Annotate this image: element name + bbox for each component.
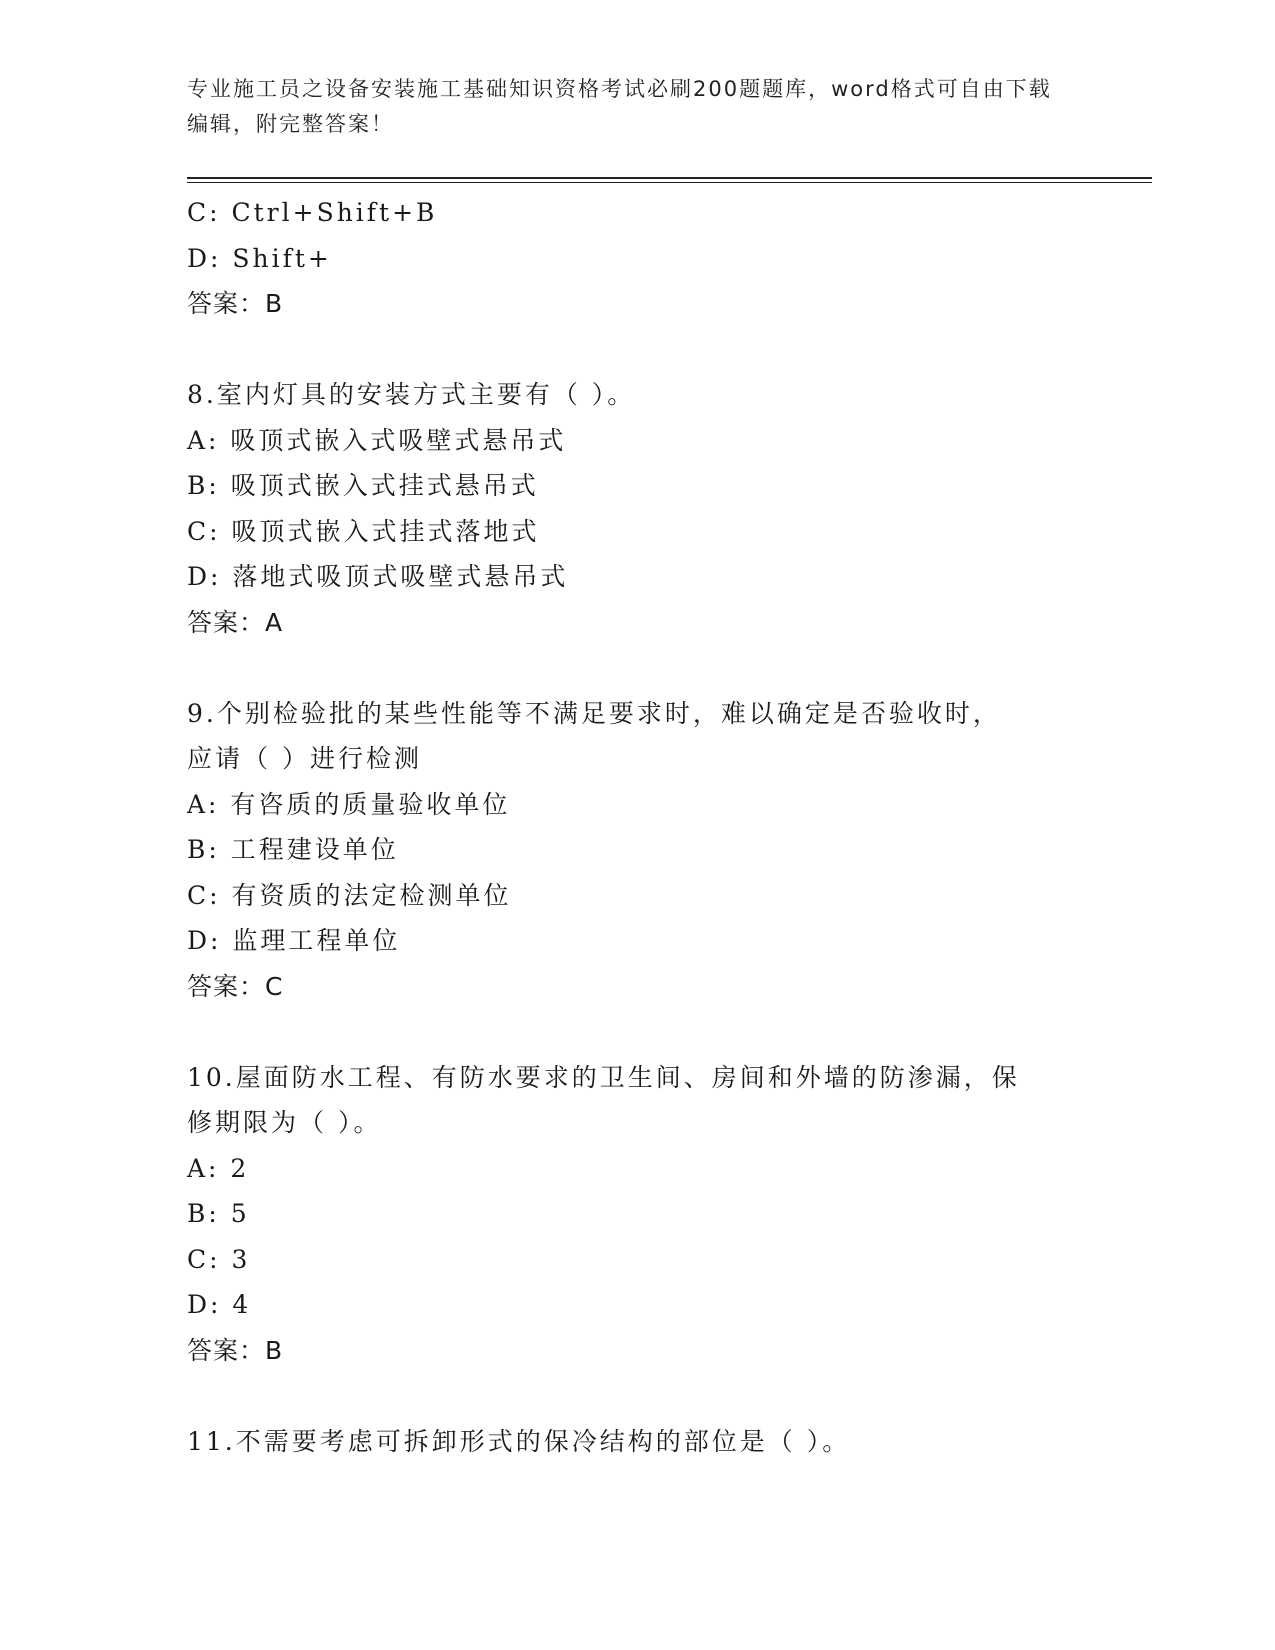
question-text: 9.个别检验批的某些性能等不满足要求时，难以确定是否验收时，应请（ ）进行检测: [187, 698, 1001, 773]
question-9: [187, 691, 1087, 1010]
answer-line: 答案：A: [187, 607, 284, 637]
spacer: [187, 645, 1087, 691]
question-partial: [187, 190, 1087, 327]
option-c: C: 3: [187, 1244, 251, 1274]
document-body: [187, 190, 1087, 1464]
document-header: 专业施工员之设备安装施工基础知识资格考试必刷200题题库，word格式可自由下载编辑，附完整答案！: [187, 77, 1052, 136]
question-11: [187, 1419, 1087, 1465]
option-a: A: 有咨质的质量验收单位: [187, 789, 511, 819]
option-b: B: 5: [187, 1199, 250, 1228]
option-c: C: 有资质的法定检测单位: [187, 880, 512, 910]
option-d: D: 落地式吸顶式吸壁式悬吊式: [187, 562, 569, 591]
spacer: [187, 327, 1087, 373]
option-d: D: 监理工程单位: [187, 926, 401, 955]
option-a: A: 吸顶式嵌入式吸壁式悬吊式: [187, 425, 567, 455]
spacer: [187, 1009, 1087, 1055]
answer-line: 答案：B: [187, 1335, 284, 1365]
option-d: D: 4: [187, 1290, 252, 1319]
spacer: [187, 1373, 1087, 1419]
question-text: 8.室内灯具的安装方式主要有（ ）。: [187, 380, 636, 409]
option-d: D: Shift+: [187, 243, 332, 273]
option-b: B: 工程建设单位: [187, 835, 399, 864]
option-a: A: 2: [187, 1153, 250, 1183]
answer-line: 答案：C: [187, 971, 284, 1001]
question-10: [187, 1055, 1087, 1374]
option-b: B: 吸顶式嵌入式挂式悬吊式: [187, 471, 539, 500]
header-divider-thin: [187, 182, 1152, 183]
option-c: C: Ctrl+Shift+B: [187, 198, 438, 227]
answer-line: 答案：B: [187, 289, 284, 318]
option-c: C: 吸顶式嵌入式挂式落地式: [187, 516, 540, 546]
question-text: 10.屋面防水工程、有防水要求的卫生间、房间和外墙的防渗漏，保修期限为（ ）。: [187, 1062, 1020, 1137]
question-text: 11.不需要考虑可拆卸形式的保冷结构的部位是（ ）。: [187, 1426, 851, 1456]
header-divider-thick: [187, 177, 1152, 179]
question-8: [187, 372, 1087, 645]
